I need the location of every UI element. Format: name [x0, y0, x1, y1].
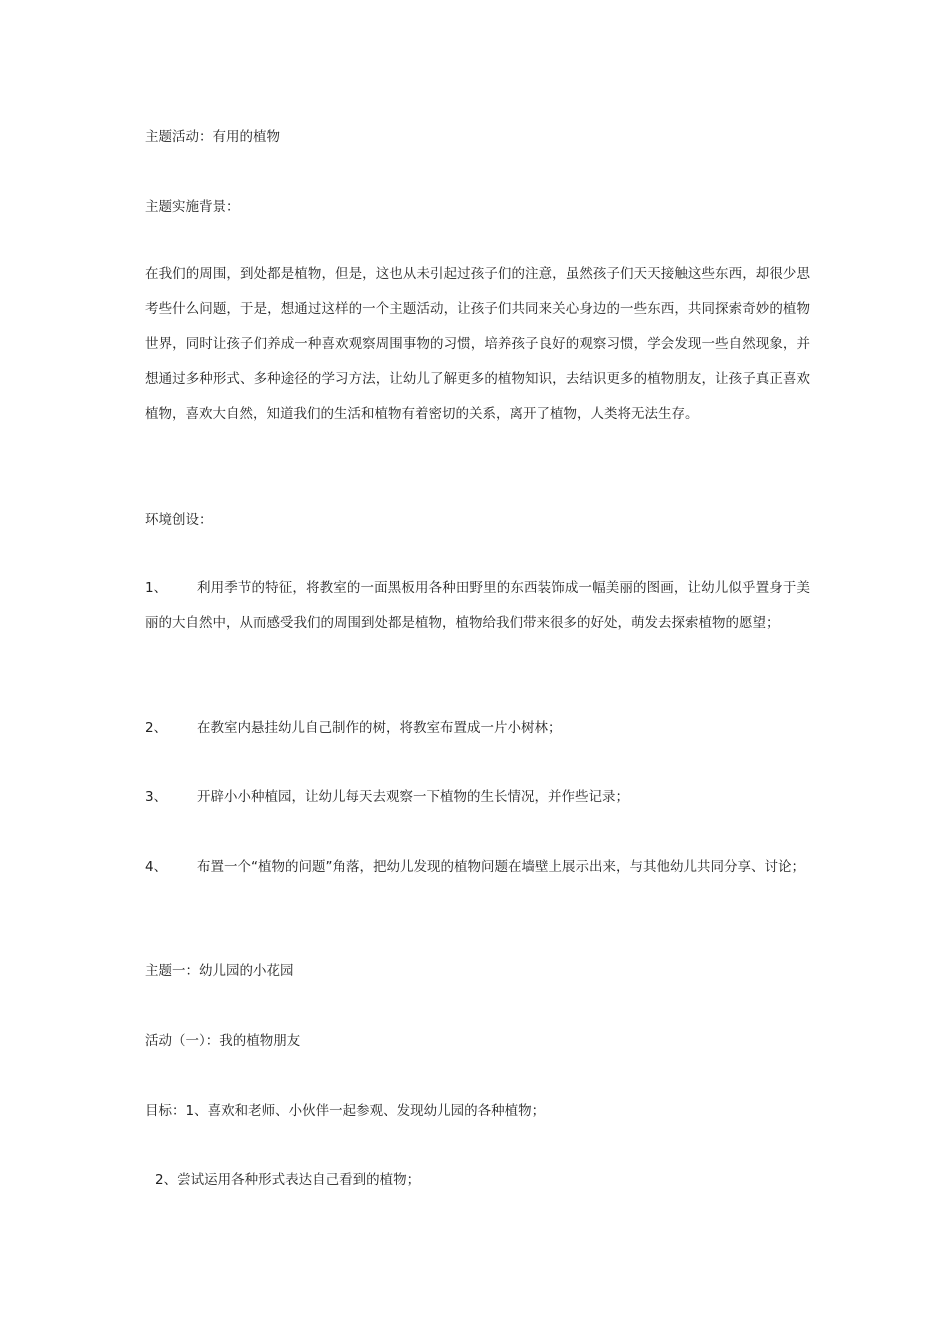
list-number: 1、: [145, 580, 168, 596]
goal-line-2: 2、尝试运用各种形式表达自己看到的植物；: [155, 1172, 421, 1188]
environment-item-3: [145, 780, 810, 815]
list-text: 在教室内悬挂幼儿自己制作的树，将教室布置成一片小树林；: [197, 720, 562, 736]
background-heading: 主题实施背景：: [145, 199, 240, 215]
list-text: 布置一个“植物的问题”角落，把幼儿发现的植物问题在墙壁上展示出来，与其他幼儿共同分享、讨论；: [197, 859, 805, 875]
environment-item-2: [145, 711, 810, 746]
list-text: 开辟小小种植园，让幼儿每天去观察一下植物的生长情况，并作些记录；: [197, 789, 629, 805]
goal-line-1: 目标：1、喜欢和老师、小伙伴一起参观、发现幼儿园的各种植物；: [145, 1103, 546, 1119]
environment-item-4: [145, 850, 810, 885]
theme-one-heading: 主题一：幼儿园的小花园: [145, 963, 294, 979]
document-title: 主题活动：有用的植物: [145, 129, 280, 145]
background-paragraph: 在我们的周围，到处都是植物，但是，这也从未引起过孩子们的注意，虽然孩子们天天接触这些东西，却很少思考些什么问题，于是，想通过这样的一个主题活动，让孩子们共同来关心身边的一些东西，共同探索奇妙的植物世界，同时让孩子们养成一种喜欢观察周围事物的习惯，培养孩子良好的观察习惯，学会发现一些自然现象，并想通过多种形式、多种途径的学习方法，让幼儿了解更多的植物知识，去结识更多的植物朋友，让孩子真正喜欢植物，喜欢大自然，知道我们的生活和植物有着密切的关系，离开了植物，人类将无法生存。: [145, 266, 810, 422]
environment-item-1: [145, 571, 810, 641]
list-number: 3、: [145, 789, 168, 805]
list-text: 利用季节的特征，将教室的一面黑板用各种田野里的东西装饰成一幅美丽的图画，让幼儿似乎置身于美丽的大自然中，从而感受我们的周围到处都是植物，植物给我们带来很多的好处，萌发去探索植物的愿望；: [145, 580, 810, 631]
environment-heading: 环境创设：: [145, 512, 213, 528]
list-number: 4、: [145, 859, 168, 875]
list-number: 2、: [145, 720, 168, 736]
activity-one-heading: 活动（一）：我的植物朋友: [145, 1033, 301, 1049]
